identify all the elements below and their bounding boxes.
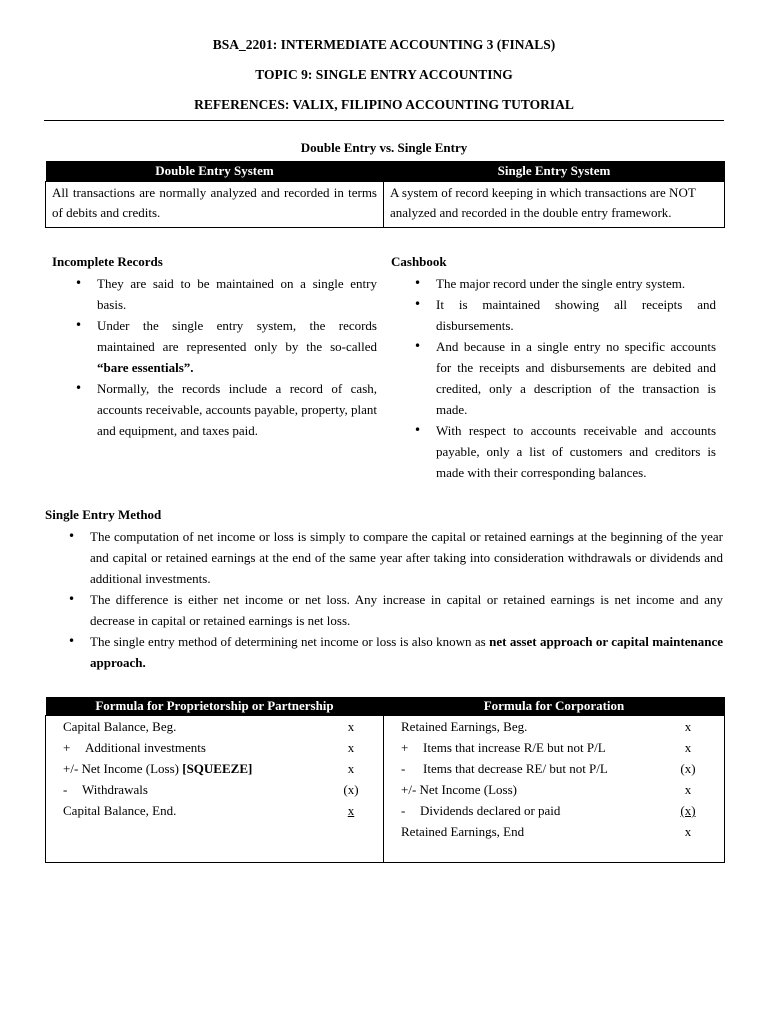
list-item: • And because in a single entry no specific accounts for the receipts and disbursements are debited and credited, only a description of the transaction is made. [391,336,716,420]
comparison-table [45,161,725,228]
formula-line: Capital Balance, Beg. x [63,719,355,734]
single-entry-description: A system of record keeping in which transactions are NOT analyzed and recorded in the double entry framework. [384,182,725,228]
single-entry-method-list [45,526,723,673]
formula-line: + Additional investments x [63,740,355,755]
list-item: • They are said to be maintained on a single entry basis. [52,273,377,315]
cashbook-list [391,273,716,483]
topic-title: TOPIC 9: SINGLE ENTRY ACCOUNTING [255,67,513,82]
list-item: • With respect to accounts receivable and accounts payable, only a list of customers and creditors is made with their corresponding balances. [391,420,716,483]
incomplete-records-heading: Incomplete Records [52,254,163,269]
formula-line: - Withdrawals (x) [63,782,359,797]
list-item: • The major record under the single entry system. [391,273,716,294]
corporation-formula-heading: Formula for Corporation [384,697,725,716]
header-divider [44,120,724,121]
single-entry-method-heading: Single Entry Method [45,507,162,522]
single-entry-heading: Single Entry System [384,161,725,182]
formula-line: Retained Earnings, End x [401,824,692,839]
proprietorship-formula [46,716,384,863]
formula-line: +/- Net Income (Loss) [SQUEEZE] x [63,761,355,776]
cashbook-heading: Cashbook [391,254,447,269]
formula-line: +/- Net Income (Loss) x [401,782,692,797]
formula-line: + Items that increase R/E but not P/L x [401,740,692,755]
course-title: BSA_2201: INTERMEDIATE ACCOUNTING 3 (FINALS) [212,37,556,52]
formula-table [45,697,725,863]
comparison-title: Double Entry vs. Single Entry [300,140,468,155]
formula-line: Retained Earnings, Beg. x [401,719,692,734]
proprietorship-formula-heading: Formula for Proprietorship or Partnership [46,697,384,716]
list-item: • The difference is either net income or net loss. Any increase in capital or retained earnings is net income and any decrease in capital or retained earnings is net loss. [45,589,723,631]
references-line: REFERENCES: VALIX, FILIPINO ACCOUNTING TUTORIAL [194,97,574,112]
corporation-formula [384,716,725,863]
incomplete-records-list [52,273,377,441]
list-item: • Normally, the records include a record of cash, accounts receivable, accounts payable, property, plant and equipment, and taxes paid. [52,378,377,441]
formula-line: - Dividends declared or paid (x) [401,803,696,818]
list-item: • It is maintained showing all receipts and disbursements. [391,294,716,336]
list-item: • Under the single entry system, the records maintained are represented only by the so-called “bare essentials”. [52,315,377,378]
double-entry-heading: Double Entry System [46,161,384,182]
list-item: • The single entry method of determining net income or loss is also known as net asset approach or capital maintenance approach. [45,631,723,673]
formula-line: - Items that decrease RE/ but not P/L (x) [401,761,696,776]
formula-line: Capital Balance, End. x [63,803,355,818]
double-entry-description: All transactions are normally analyzed and recorded in terms of debits and credits. [46,182,384,228]
list-item: • The computation of net income or loss is simply to compare the capital or retained earnings at the beginning of the year and capital or retained earnings at the end of the same year after taking into consideration withdrawals or dividends and additional investments. [45,526,723,589]
